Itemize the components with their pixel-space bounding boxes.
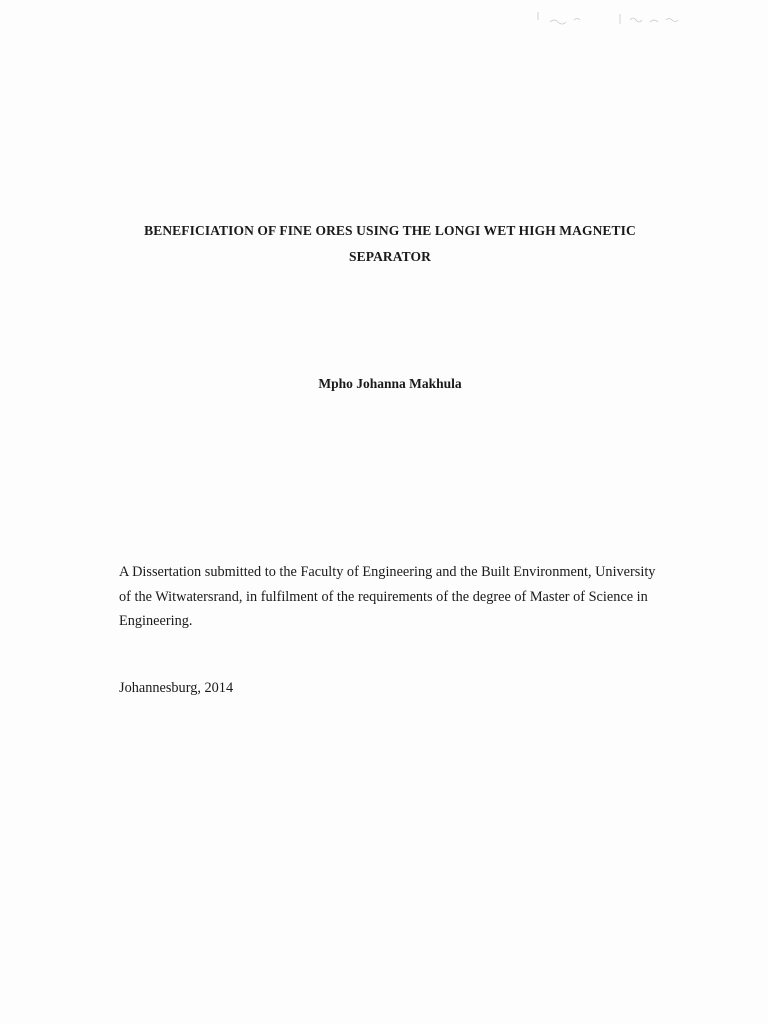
title-line: BENEFICIATION OF FINE ORES USING THE LONGI WET HIGH MAGNETIC xyxy=(144,223,636,238)
scan-edge-artifact xyxy=(10,0,14,1024)
handwritten-mark xyxy=(530,8,690,32)
author-name: Mpho Johanna Makhula xyxy=(318,376,462,391)
statement-line: Engineering. xyxy=(119,613,193,629)
statement-line: A Dissertation submitted to the Faculty of Engineering and the Built Environment, University xyxy=(119,564,656,580)
submission-statement xyxy=(119,560,689,634)
statement-line: of the Witwatersrand, in fulfilment of the requirements of the degree of Master of Science in xyxy=(119,588,648,605)
title-line: SEPARATOR xyxy=(349,249,431,264)
dissertation-title xyxy=(90,218,690,270)
place-and-date: Johannesburg, 2014 xyxy=(119,680,234,696)
